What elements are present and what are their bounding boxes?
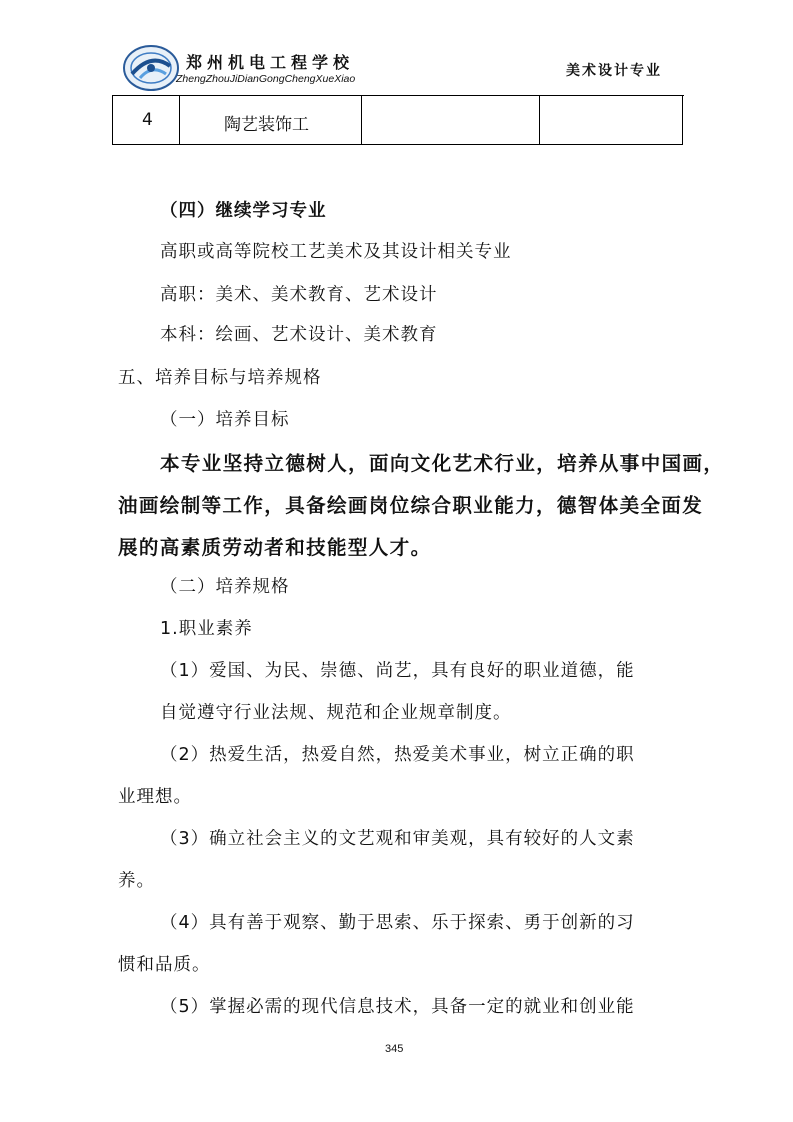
section4-line: 高职或高等院校工艺美术及其设计相关专业 xyxy=(160,242,512,262)
department-name: 美术设计专业 xyxy=(566,63,662,79)
section4-line: 高职：美术、美术教育、艺术设计 xyxy=(160,285,438,305)
school-name-cn: 郑州机电工程学校 xyxy=(186,53,355,72)
spec-heading: （二）培养规格 xyxy=(160,577,290,597)
section4-line: 本科：绘画、艺术设计、美术教育 xyxy=(160,325,438,345)
literacy-item-line: （4）具有善于观察、勤于思索、乐于探索、勇于创新的习 xyxy=(160,913,635,933)
literacy-heading: 1.职业素养 xyxy=(160,619,253,639)
literacy-item-line: 自觉遵守行业法规、规范和企业规章制度。 xyxy=(160,703,512,723)
literacy-item-line: （5）掌握必需的现代信息技术，具备一定的就业和创业能 xyxy=(160,997,635,1017)
literacy-item-line: 惯和品质。 xyxy=(118,955,211,975)
literacy-item-line: （1）爱国、为民、崇德、尚艺，具有良好的职业道德，能 xyxy=(160,661,635,681)
literacy-item-line: （2）热爱生活，热爱自然，热爱美术事业，树立正确的职 xyxy=(160,745,635,765)
goal-heading: （一）培养目标 xyxy=(160,410,290,430)
school-name-en: ZhengZhouJiDianGongChengXueXiao xyxy=(176,73,356,85)
page-number: 345 xyxy=(385,1043,404,1055)
table-cell-job xyxy=(180,96,362,144)
goal-text-line: 展的高素质劳动者和技能型人才。 xyxy=(118,536,432,559)
section5-heading: 五、培养目标与培养规格 xyxy=(118,368,322,388)
literacy-item-line: 养。 xyxy=(118,871,155,891)
table-row xyxy=(112,96,683,145)
table-cell-number xyxy=(112,96,180,144)
school-logo xyxy=(122,44,180,92)
table-cell-empty-1 xyxy=(362,96,540,144)
literacy-item-line: 业理想。 xyxy=(118,787,192,807)
literacy-item-line: （3）确立社会主义的文艺观和审美观，具有较好的人文素 xyxy=(160,829,635,849)
job-title: 陶艺装饰工 xyxy=(224,115,309,135)
school-logo-icon xyxy=(122,44,180,92)
row-number: 4 xyxy=(142,110,153,130)
goal-text-line: 本专业坚持立德树人，面向文化艺术行业，培养从事中国画， xyxy=(160,452,725,475)
table-cell-empty-2 xyxy=(540,96,683,144)
goal-text-line: 油画绘制等工作，具备绘画岗位综合职业能力，德智体美全面发 xyxy=(118,494,704,517)
section4-heading: （四）继续学习专业 xyxy=(160,201,327,221)
